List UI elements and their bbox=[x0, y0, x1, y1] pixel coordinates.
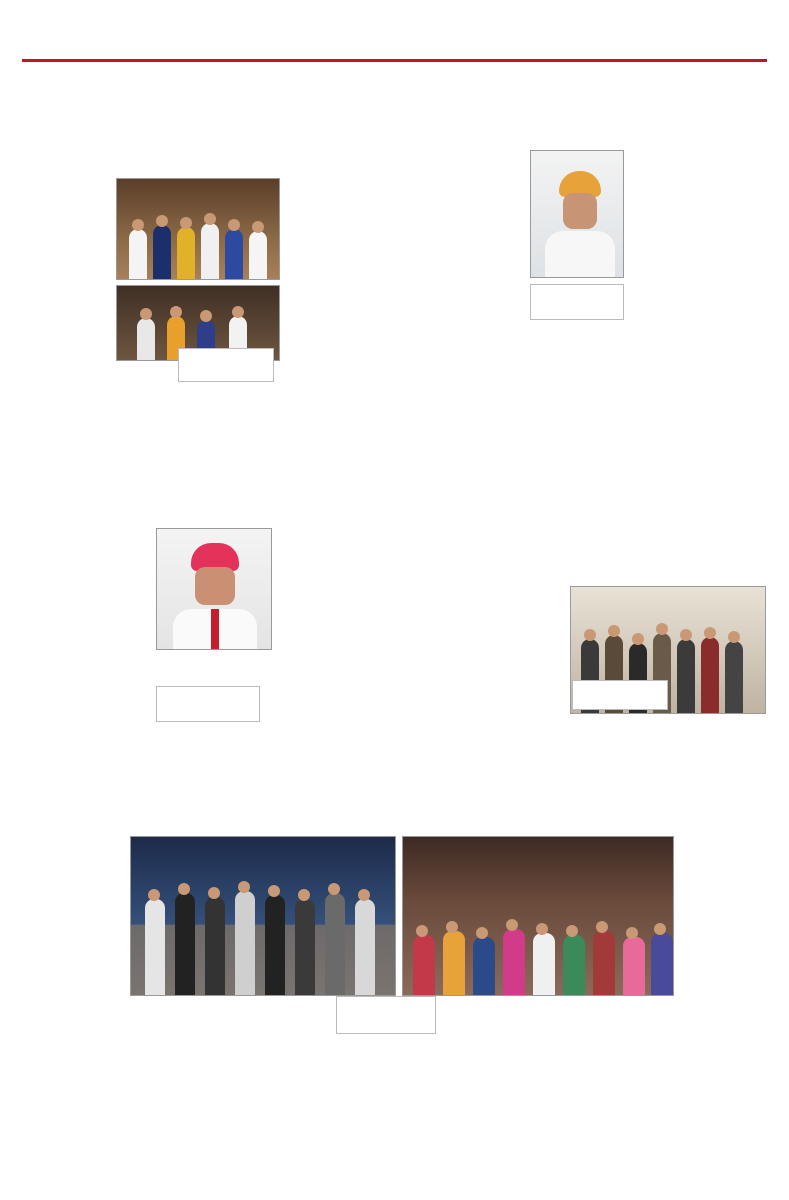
gurdwara-photo[interactable] bbox=[116, 178, 280, 280]
emergency-col1 bbox=[398, 148, 526, 430]
promo-box-2 bbox=[530, 284, 624, 320]
footer bbox=[22, 1152, 767, 1190]
agri-col-right bbox=[678, 836, 766, 996]
sukhwinder-col1 bbox=[398, 586, 566, 730]
agri-col-left bbox=[26, 848, 124, 996]
emergency-col2 bbox=[628, 148, 768, 320]
promo-box-4 bbox=[572, 680, 668, 710]
ujagar-col2 bbox=[276, 528, 392, 736]
gurdwara-col1 bbox=[26, 176, 112, 394]
gurdwara-col2 bbox=[288, 176, 392, 374]
masthead bbox=[22, 28, 767, 62]
promo-box-3 bbox=[156, 686, 260, 722]
agri-photo-stage[interactable] bbox=[130, 836, 396, 996]
agri-photo-audience[interactable] bbox=[402, 836, 674, 996]
promo-box bbox=[178, 348, 274, 382]
promo-box-5 bbox=[336, 996, 436, 1034]
simarjit-johal-photo[interactable] bbox=[530, 150, 624, 278]
emergency-col3 bbox=[628, 324, 768, 434]
ujagar-photo[interactable] bbox=[156, 528, 272, 650]
agri-bottom-right bbox=[440, 1000, 768, 1146]
ujagar-col1 bbox=[26, 528, 152, 736]
